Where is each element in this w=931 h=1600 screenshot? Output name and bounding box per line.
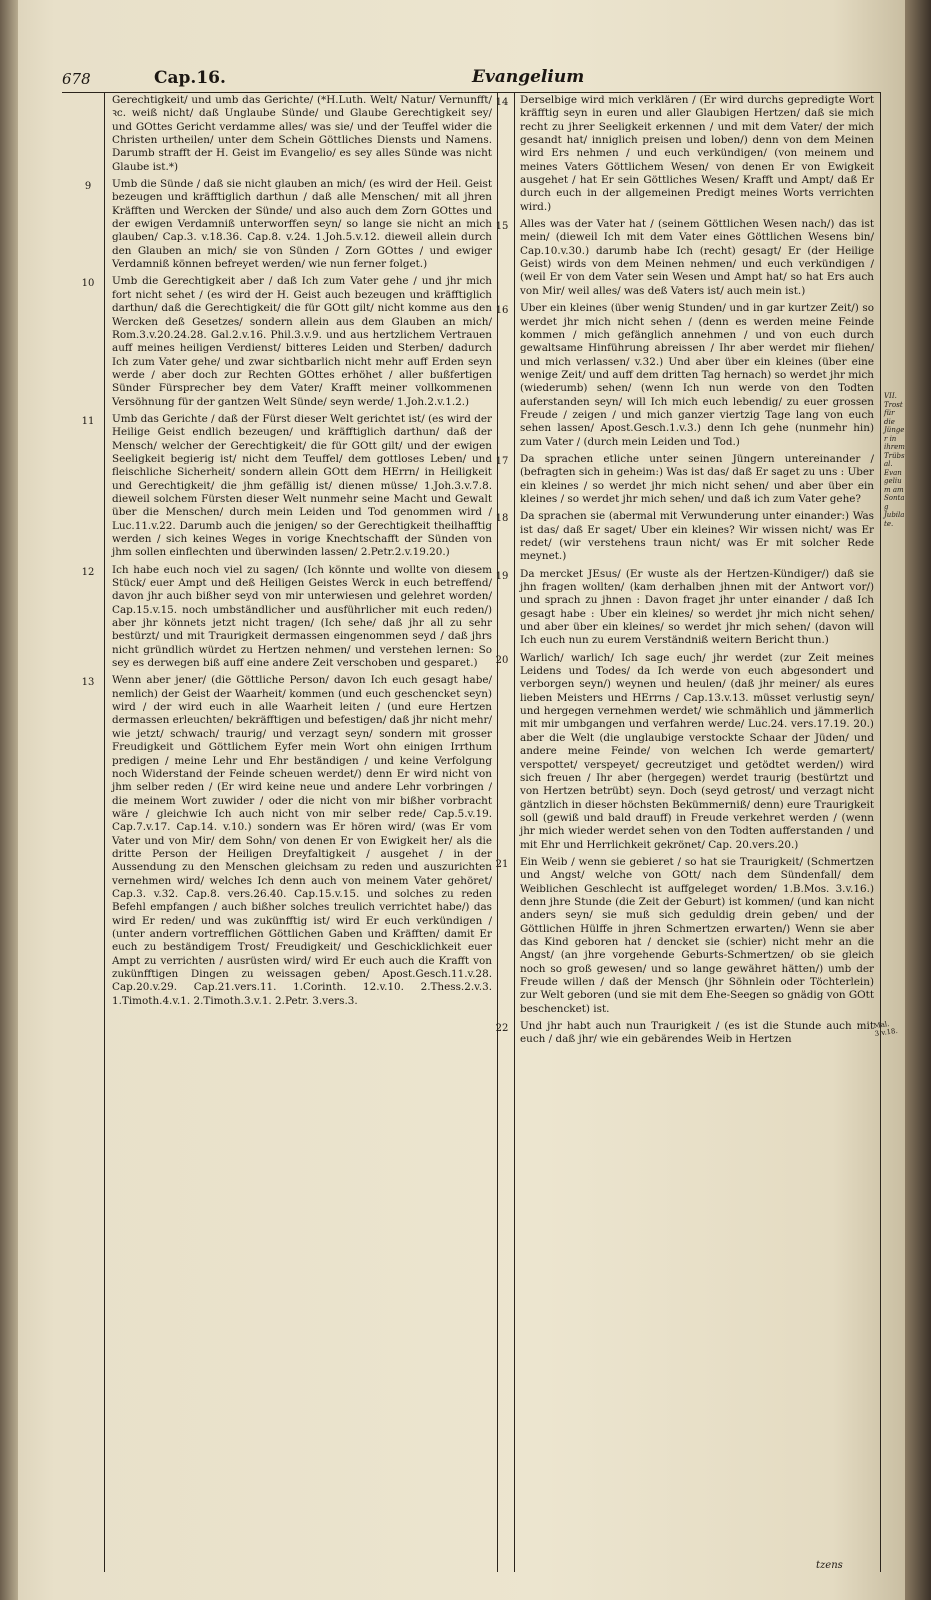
verse-number: 10: [81, 278, 95, 290]
verse-number: 18: [495, 513, 509, 525]
verse-block: [495, 651, 874, 852]
page-header: [62, 66, 880, 93]
verse-block: [81, 674, 492, 1008]
verse-block: [495, 302, 874, 449]
verse-number: 19: [495, 570, 509, 582]
verse-block: [84, 178, 492, 271]
verse-block: [495, 1020, 874, 1047]
left-margin-rule: [104, 92, 105, 1572]
chapter-heading: Cap.16.: [154, 68, 226, 88]
book-binding: [0, 0, 18, 1600]
verse-text: Da sprachen etliche unter seinen Jüngern untereinander / (befragten sich in geheim:) Was ist das/ daß Er saget zu uns : Uber ein kleines / so werdet jhr mich nicht sehen/ und aber über ein kleines / so werdet jhr mich sehen/ und daß ich zum Vater gehe?: [520, 452, 874, 505]
column-divider-rule-inner: [514, 92, 515, 1572]
margin-note: VII. Trost für die Jünger in ihrem Trübsal. Evangelium am Sontag Jubilate.: [884, 392, 905, 528]
right-margin-rule: [880, 92, 881, 1572]
verse-block: [81, 412, 492, 560]
left-text-column: [81, 94, 492, 1012]
verse-text: Wenn aber jener/ (die Göttliche Person/ davon Ich euch gesagt habe/ nemlich) der Geist der Waarheit/ kommen (und euch geschencket seyn) wird / der wird euch in alle Waarheit leiten / (und eure Hertzen dermassen erleuchten/ bekräfftigen und befestigen/ daß jhr nicht mehr/ wie jetzt/ schwach/ traurig/ und verzagt seyn/ sondern mit grosser Freudigkeit und Göttlichem Eyfer mein Wort ohn einigen Irrthum predigen / meine Lehr und Ehr beständigen / und keine Verfolgung noch Widerstand der Feinde scheuen werdet/) denn Er wird nicht von jhm selber reden / (Er wird keine neue und andere Lehr vorbringen / die meinem Wort zuwider / oder die nicht von mir bißher vorbracht wäre / gleichwie Ich auch nicht von mir selber rede/ Cap.5.v.19. Cap.7.v.17. Cap.14. v.10.) sondern was Er hören wird/ (was Er vom Vater und von Mir/ dem Sohn/ von denen Er von Ewigkeit her/ als die dritte Person der Heiligen Dreyfaltigkeit / ausgehet / in der Aussendung zu den Menschen gleichsam zu reden und auszurichten vernehmen wird/ welches Ich denn auch von meinem Vater gehöret/ Cap.3. v.32. Cap.8. vers.26.40. Cap.15.v.15. und solches zu reden Befehl empfangen / auch bißher solches treulich verrichtet habe/) das wird Er reden/ und was zukünfftig ist/ wird Er euch verkündigen / (unter andern vortrefflichen Göttlichen Gaben und Kräfften/ damit Er euch zu beständigem Trost/ Freudigkeit/ und Geschicklichkeit euer Ampt zu verrichten / ausrüsten wird/ wird Er euch auch die Krafft von zukünfftigen Dingen zu weissagen geben/ Apost.Gesch.11.v.28. Cap.20.v.29. Cap.21.vers.11. 1.Corinth. 12.v.10. 2.Thess.2.v.3. 1.Timoth.4.v.1. 2.Timoth.3.v.1. 2.Petr. 3.vers.3.: [112, 674, 492, 1007]
verse-block: [495, 452, 874, 506]
verse-text: Da sprachen sie (abermal mit Verwunderung unter einander:) Was ist das/ daß Er saget/ Uber ein kleines? Wir wissen nicht/ was Er redet/ (wir verstehens traun nicht/ was Er mit solcher Rede meynet.): [520, 510, 874, 563]
verse-number: 9: [84, 181, 92, 193]
verse-block: [495, 510, 874, 563]
verse-text: Umb die Gerechtigkeit aber / daß Ich zum Vater gehe / und jhr mich fort nicht sehet / (es wird der H. Geist auch bezeugen und kräfftiglich darthun/ daß die Gerechtigkeit/ die für GOtt gilt/ nicht komme aus den Wercken deß Gesetzes/ sondern allein aus dem Glauben an mich/ Rom.3.v.20.24.28. Gal.2.v.16. Phil.3.v.9. und aus hertzlichem Vertrauen auff meines heiligen Verdienst/ bitteres Leiden und Sterben/ dadurch Ich zum Vater gehe/ und zwar sichtbarlich nicht mehr auff Erden seyn werde / aber doch zur Rechten GOttes erhöhet / aller bußfertigen Sünder Fürsprecher bey dem Vater/ Krafft meiner vollkommenen Versöhnung für der gantzen Welt Sünde/ seyn werde/ 1.Joh.2.v.1.2.): [112, 275, 492, 408]
verse-number: 17: [495, 455, 509, 467]
verse-text: Derselbige wird mich verklären / (Er wird durchs gepredigte Wort kräfftig seyn in euren und aller Glaubigen Hertzen/ daß sie mich recht zu jhrer Seeligkeit erkennen / und mit dem Vater/ der mich gesandt hat/ inniglich preisen und loben/) denn von dem Meinen wird Ers nehmen / und euch verkündigen/ (von meinem und meines Vaters Göttlichem Wesen/ von denen Er von Ewigkeit ausgehet / hat Er sein Göttliches Wesen/ Krafft und Ampt/ daß Er durch euch in der allgemeinen Predigt meines Worts verrichten wird.): [520, 94, 874, 213]
right-text-column: [495, 94, 874, 1051]
verse-number: 14: [495, 97, 509, 108]
verse-block: [495, 567, 874, 648]
verse-text: Und jhr habt auch nun Traurigkeit / (es ist die Stunde auch mit euch / daß jhr/ wie ein gebärendes Weib in Hertzen: [520, 1020, 874, 1046]
verse-text: Umb die Sünde / daß sie nicht glauben an mich/ (es wird der Heil. Geist bezeugen und kräfftiglich darthun / daß alle Menschen/ mit all jhren Kräfften und Wercken der Sünde/ und also auch dem Zorn GOttes und der ewigen Verdamniß unterworffen seyn/ so lange sie nicht an mich glauben/ Cap.3. v.18.36. Cap.8. v.24. 1.Joh.5.v.12. dieweil allein durch den Glauben an mich/ sie von Sünden / Zorn GOttes / und ewiger Verdamniß können befreyet werden/ wie nun ferner folget.): [112, 178, 492, 271]
verse-block: [495, 94, 874, 214]
verse-text: Ich habe euch noch viel zu sagen/ (Ich könnte und wollte von diesem Stück/ euer Ampt und deß Heiligen Geistes Werck in euch betreffend/ davon jhr auch bißher seyd von mir unterwiesen und gelehret worden/ Cap.15.v.15. noch umbständlicher und ausführlicher mit euch reden/) aber jhr könnets jetzt nicht tragen/ (Ich sehe/ daß jhr all zu sehr bestürzt/ und mit Traurigkeit dermassen eingenommen seyd / daß jhrs nicht gründlich würdet zu Hertzen nehmen/ und verstehen lernen: So sey es derwegen biß auff eine andere Zeit verschoben und gesparet.): [112, 563, 492, 670]
margin-reference: Mal. 3.v.18.: [873, 1019, 899, 1039]
verse-text: Uber ein kleines (über wenig Stunden/ und in gar kurtzer Zeit/) so werdet jhr mich nicht sehen / (denn es werden meine Feinde kommen / mich gefänglich annehmen / und von euch durch gewaltsame Hinführung abreissen / Ihr aber werdet mir fliehen/ und mich verlassen/ v.32.) Und aber über ein kleines (über eine wenige Zeit/ und auff dem dritten Tag hernach) so werdet jhr mich (wiederumb) sehen/ (wenn Ich nun werde von den Todten auferstanden seyn/ will Ich mich euch lebendig/ zu euer grossen Freude / zeigen / und mich ganzer viertzig Tage lang von euch sehen lassen/ Apost.Gesch.1.v.3.) denn Ich gehe (nunmehr hin) zum Vater / (durch mein Leiden und Tod.): [520, 302, 874, 448]
book-edge: [905, 0, 931, 1600]
book-title: Evangelium: [472, 67, 585, 87]
verse-block: [495, 218, 874, 298]
page-number: 678: [62, 70, 91, 88]
verse-text: Ein Weib / wenn sie gebieret / so hat sie Traurigkeit/ (Schmertzen und Angst/ welche von GOtt/ nach dem Sündenfall/ dem Weiblichen Geschlecht ist auffgeleget worden/ 1.B.Mos. 3.v.16.) denn jhre Stunde (die Zeit der Geburt) ist kommen/ (und kan nicht anders seyn/ sie muß sich geduldig drein geben/ und der Göttlichen Hülffe in jhren Schmertzen erwarten/) Wenn sie aber das Kind geboren hat / dencket sie (schier) nicht mehr an die Angst/ (an jhre vorgehende Geburts-Schmertzen/ ob sie gleich noch so groß gewesen/ und so lange gewähret hätten/) umb der Freude willen / daß der Mensch (jhr Söhnlein oder Töchterlein) zur Welt geboren (und sie mit dem Ehe-Seegen so gnädig von GOtt beschencket) ist.: [520, 855, 874, 1015]
verse-number: 16: [495, 305, 509, 317]
verse-block: [81, 275, 492, 408]
verse-number: 15: [495, 221, 509, 233]
verse-text: Alles was der Vater hat / (seinem Göttlichen Wesen nach/) das ist mein/ (dieweil Ich mit dem Vater eines Göttlichen Wesens bin/ Cap.10.v.30.) darumb habe Ich (recht) gesagt/ Er (der Heilige Geist) wirds von dem Meinen nehmen/ und euch verkündigen / (weil Er von dem Vater sein Wesen und Ampt hat/ so hat Ers auch von Mir/ weil alles/ was deß Vaters ist/ auch mein ist.): [520, 218, 874, 297]
verse-number: 12: [81, 566, 95, 578]
verse-text: Gerechtigkeit/ und umb das Gerichte/ (*H.Luth. Welt/ Natur/ Vernunfft/ ꝛc. weiß nicht/ daß Unglaube Sünde/ und Glaube Gerechtigkeit sey/ und GOttes Gericht verdamme alles/ was sie/ und der Teuffel wider die Christen urtheilen/ unter dem Schein Göttliches Diensts und Namens. Darumb strafft der H. Geist im Evangelio/ es sey alles Sünde was nicht Glaube ist.*): [112, 94, 492, 173]
catchword: tzens: [816, 1560, 843, 1571]
verse-block: [495, 855, 874, 1016]
verse-number: 20: [495, 654, 509, 666]
verse-text: Umb das Gerichte / daß der Fürst dieser Welt gerichtet ist/ (es wird der Heilige Geist endlich bezeugen/ und kräfftiglich darthun/ daß der Mensch/ welcher der Gerechtigkeit/ die für GOtt gilt/ und der ewigen Seeligkeit begierig ist/ nicht dem Teuffel/ dem gottloses Leben/ und fleischliche Sicherheit/ sondern allein GOtt dem HErrn/ in Heiligkeit und Gerechtigkeit/ die jhm gefällig ist/ dienen müsse/ 1.Joh.3.v.7.8. dieweil solchem Fürsten dieser Welt nunmehr seine Macht und Gewalt über die Menschen/ durch mein Leiden und Tod genommen wird / Luc.11.v.22. Darumb auch die jenigen/ so der Gerechtigkeit theilhafftig werden / sich keines Weges in vorige Knechtschafft der Sünden von jhm sollen einflechten und überwinden lassen/ 2.Petr.2.v.19.20.): [112, 412, 492, 559]
verse-number: 13: [81, 677, 95, 689]
verse-block: [112, 94, 492, 174]
verse-number: 22: [495, 1023, 509, 1035]
verse-number: 11: [81, 415, 95, 427]
verse-text: Warlich/ warlich/ Ich sage euch/ jhr werdet (zur Zeit meines Leidens und Todes/ da Ich werde von euch abgesondert und verborgen seyn/) weynen und heulen/ (daß jhr meiner/ als eures lieben Meisters und HErrns / Cap.13.v.13. müsset verlustig seyn/ und hergegen vernehmen werdet/ wie schmählich und jämmerlich mit mir umbgangen und verfahren werde/ Luc.24. vers.17.19. 20.) aber die Welt (die unglaubige verstockte Schaar der Jüden/ und andere meine Feinde/ von welchen Ich werde gemartert/ verspottet/ verspeyet/ gecreutziget und getödtet werden/) wird sich freuen / Ihr aber (hergegen) werdet traurig (bestürtzt und von Hertzen betrübt) seyn. Doch (seyd getrost/ und verzagt nicht gäntzlich in dieser höchsten Bekümmerniß/ denn) eure Traurigkeit soll (gewiß und bald drauff) in Freude verkehret werden / (wenn jhr mich wieder werdet sehen von den Todten aufferstanden / und mit Ehr und Herrlichkeit gekrönet/ Cap. 20.vers.20.): [520, 651, 874, 851]
verse-block: [81, 563, 492, 671]
verse-text: Da mercket JEsus/ (Er wuste als der Hertzen-Kündiger/) daß sie jhn fragen wollten/ (kam derhalben jhnen mit der Antwort vor/) und sprach zu jhnen : Davon fraget jhr unter einander / daß Ich gesagt habe : Uber ein kleines/ so werdet jhr mich nicht sehen/ und aber über ein kleines/ so werdet jhr mich sehen/ (davon will Ich euch nun zu eurem Verständniß weitern Bericht thun.): [520, 567, 874, 647]
verse-number: 21: [495, 858, 509, 870]
